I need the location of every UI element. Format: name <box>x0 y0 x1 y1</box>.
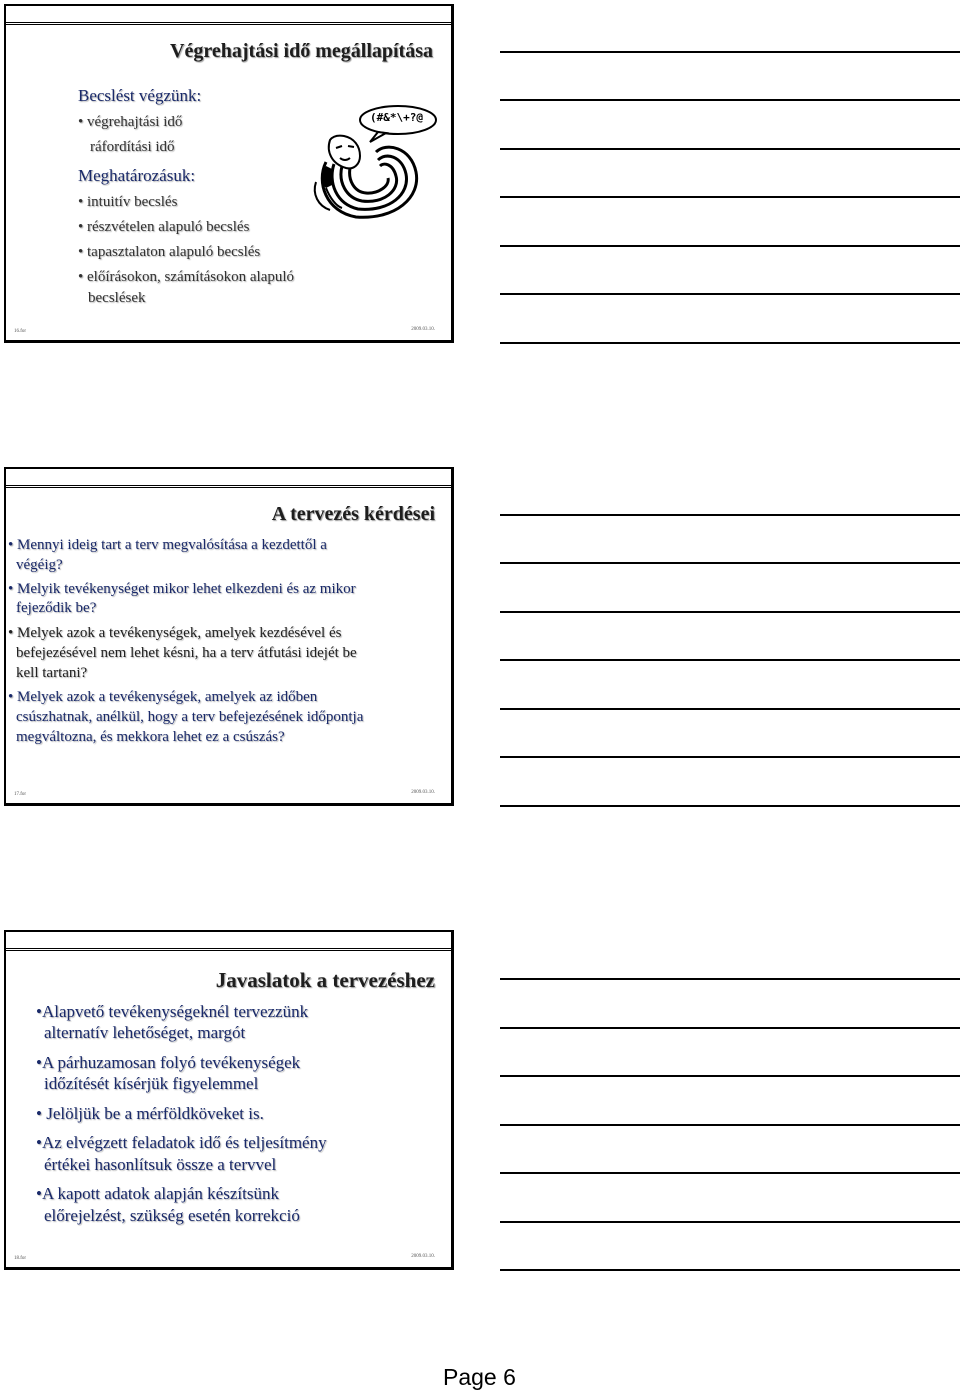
notes-line <box>500 1124 960 1126</box>
slide-text-line: értékei hasonlítsuk össze a tervvel <box>44 1155 277 1174</box>
slide-text-line: ráfordítási idő <box>90 139 175 155</box>
notes-line <box>500 611 960 613</box>
notes-line <box>500 1221 960 1223</box>
notes-line <box>500 245 960 247</box>
slide-text-line: •A párhuzamosan folyó tevékenységek <box>36 1053 301 1072</box>
slide-text-line: végéig? <box>16 557 63 573</box>
slide-text-line: • Melyek azok a tevékenységek, amelyek kezdésével és <box>8 625 342 641</box>
slide-text-line: fejeződik be? <box>16 600 97 616</box>
slide-text-line: •Alapvető tevékenységeknél tervezzünk <box>36 1002 309 1021</box>
slide-text-line: • intuitív becslés <box>78 194 178 210</box>
slide-title: A tervezés kérdései <box>271 503 435 525</box>
slide-text-line: • tapasztalaton alapuló becslés <box>78 244 261 260</box>
slide-text-line: •Az elvégzett feladatok idő és teljesítmény <box>36 1133 327 1152</box>
slide-text-line: • Mennyi ideig tart a terv megvalósítása a kezdettől a <box>8 537 327 553</box>
notes-line <box>500 99 960 101</box>
slide-text-line: csúszhatnak, anélkül, hogy a terv befejezésének időpontja <box>16 709 364 725</box>
slide-header-bar <box>6 469 451 485</box>
notes-line <box>500 805 960 807</box>
slide-header-rule <box>6 948 451 951</box>
slide-text-line: időzítését kísérjük figyelemmel <box>44 1074 259 1093</box>
slide-text-line: Becslést végzünk: <box>78 86 202 105</box>
notes-line <box>500 708 960 710</box>
woman-on-phone-icon <box>306 102 446 222</box>
slide-text-line: becslések <box>88 290 146 306</box>
slide-text-line: • végrehajtási idő <box>78 114 183 130</box>
slide-2 <box>4 467 454 806</box>
slide-text-line: • Melyik tevékenységet mikor lehet elkezdeni és az mikor <box>8 581 356 597</box>
notes-line <box>500 659 960 661</box>
notes-line <box>500 1269 960 1271</box>
slide-footer-left: 16.for <box>14 329 27 334</box>
notes-line <box>500 148 960 150</box>
slide-title: Végrehajtási idő megállapítása <box>170 40 433 62</box>
slide-title: Javaslatok a tervezéshez <box>215 968 435 992</box>
slide-text-line: befejezésével nem lehet késni, ha a terv átfutási idejét be <box>16 645 357 661</box>
slide-text-line: • részvételen alapuló becslés <box>78 219 250 235</box>
notes-line <box>500 1172 960 1174</box>
slide-header-rule <box>6 485 451 488</box>
speech-bubble-text: (#&*\+?@ <box>370 111 423 124</box>
slide-header-bar <box>6 932 451 948</box>
slide-footer-left: 17.for <box>14 792 27 797</box>
notes-line <box>500 293 960 295</box>
notes-line <box>500 342 960 344</box>
slide-3 <box>4 930 454 1270</box>
slide-header-bar <box>6 6 451 22</box>
slide-text-line: Meghatározásuk: <box>78 166 196 185</box>
slide-footer-date: 2009.03.10. <box>411 1254 435 1259</box>
notes-line <box>500 562 960 564</box>
slide-header-rule <box>6 22 451 25</box>
slide-text-line: megváltozna, és mekkora lehet ez a csúszás? <box>16 729 285 745</box>
slide-footer-left: 18.for <box>14 1256 27 1261</box>
slide-text-line: alternatív lehetőséget, margót <box>44 1023 246 1042</box>
notes-line <box>500 514 960 516</box>
notes-line <box>500 196 960 198</box>
slide-footer-date: 2009.03.10. <box>411 327 435 332</box>
slide-1 <box>4 4 454 343</box>
notes-line <box>500 1075 960 1077</box>
slide-text-line: • előírásokon, számításokon alapuló <box>78 269 295 285</box>
slide-text-line: előrejelzést, szükség esetén korrekció <box>44 1206 300 1225</box>
slide-footer-date: 2009.03.10. <box>411 790 435 795</box>
slide-text-line: • Melyek azok a tevékenységek, amelyek az időben <box>8 689 318 705</box>
page-number: Page 6 <box>443 1364 516 1390</box>
notes-line <box>500 51 960 53</box>
notes-line <box>500 1027 960 1029</box>
slide-text-line: •A kapott adatok alapján készítsünk <box>36 1184 279 1203</box>
slide-text-line: kell tartani? <box>16 665 88 681</box>
slide-text-line: • Jelöljük be a mérföldköveket is. <box>36 1104 264 1123</box>
notes-line <box>500 756 960 758</box>
notes-line <box>500 978 960 980</box>
